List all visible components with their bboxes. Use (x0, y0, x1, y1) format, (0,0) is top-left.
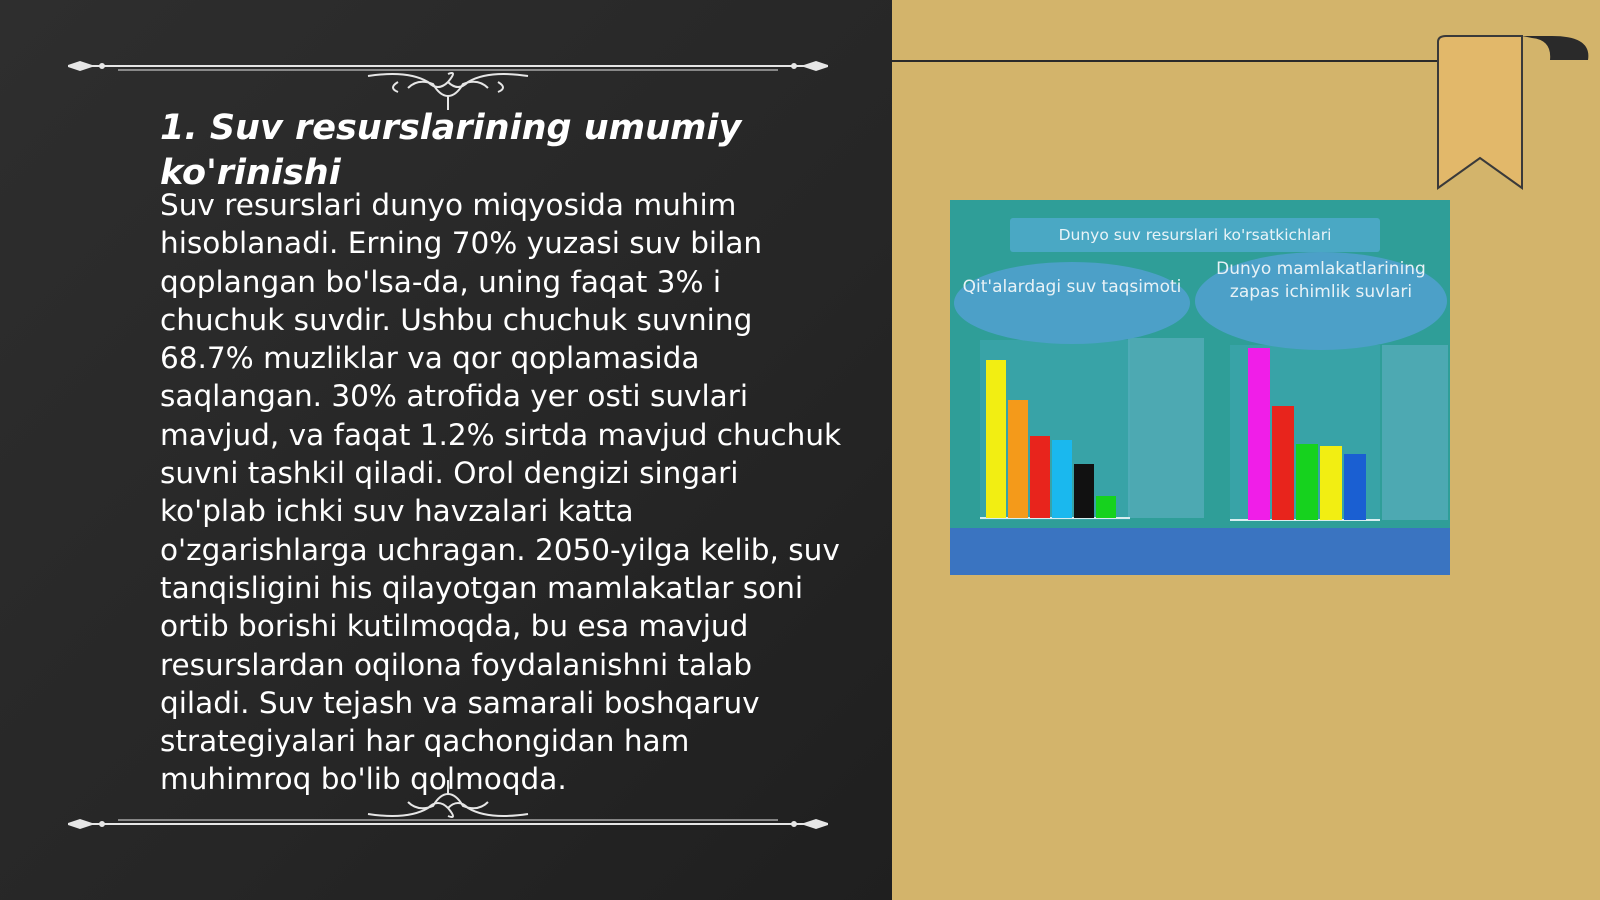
bookmark-ribbon-icon (1432, 30, 1600, 200)
image-left-heading: Qit'alardagi suv taqsimoti (954, 262, 1190, 344)
ornament-frame-top (68, 52, 828, 112)
image-banner: Dunyo suv resurslari ko'rsatkichlari (1010, 218, 1380, 252)
slide-title: 1. Suv resurslarining umumiy ko'rinishi (160, 108, 742, 193)
image-right-heading: Dunyo mamlakatlarining zapas ichimlik suvlari (1195, 252, 1447, 350)
top-divider-line (892, 60, 1452, 62)
infographic-image (950, 200, 1450, 575)
slide-body-text: Suv resurslari dunyo miqyosida muhim hisoblanadi. Erning 70% yuzasi suv bilan qoplangan bo'lsa-da, uning faqat 3% i chuchuk suvdir. Ushbu chuchuk suvning 68.7% muzliklar va qor qoplamasida saqlangan. 30% atrofida yer osti suvlari mavjud, va faqat 1.2% sirtda mavjud chuchuk suvni tashkil qiladi. Orol dengizi singari ko'plab ichki suv havzalari katta o'zgarishlarga uchragan. 2050-yilga kelib, suv tanqisligini his qilayotgan mamlakatlar soni ortib borishi kutilmoqda, bu esa mavjud resurslardan oqilona foydalanishni talab qiladi. Suv tejash va samarali boshqaruv strategiyalari har qachongidan ham muhimroq bo'lib qolmoqda. (160, 188, 842, 797)
